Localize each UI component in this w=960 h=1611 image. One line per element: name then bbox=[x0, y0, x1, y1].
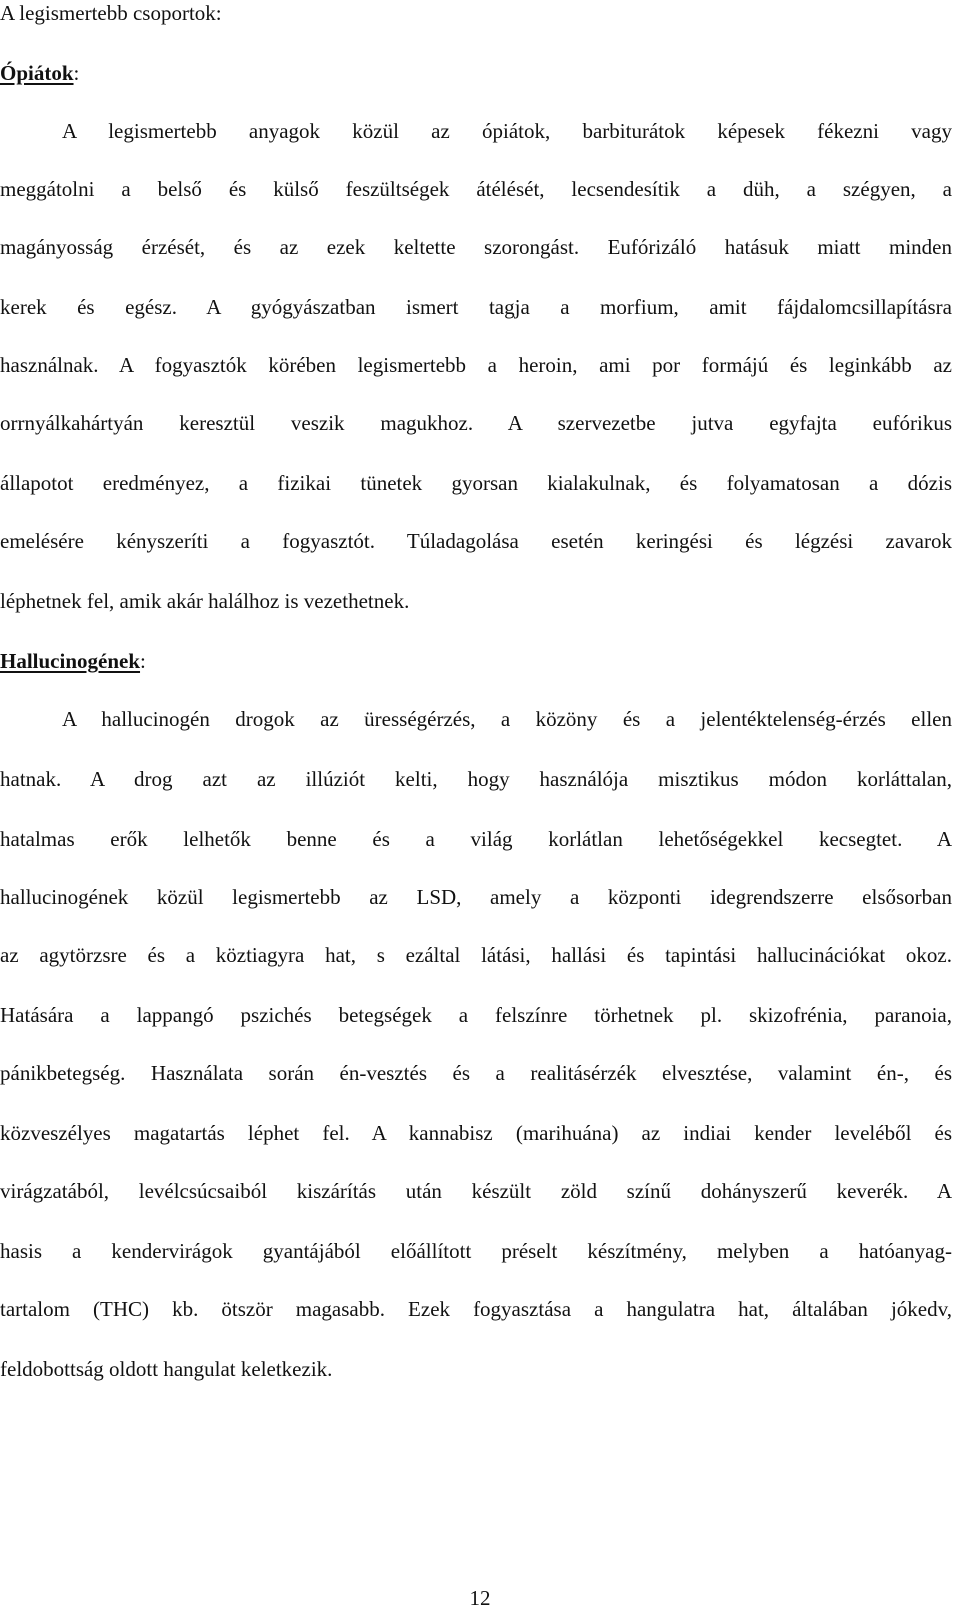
section-heading-hallucinogens bbox=[0, 648, 952, 674]
heading-colon: : bbox=[73, 61, 80, 85]
paragraph-line: orrnyálkahártyán keresztül veszik magukhoz. A szervezetbe jutva egyfajta eufórikus bbox=[0, 411, 952, 435]
section-heading-hallucinogens-text: Hallucinogének bbox=[0, 649, 141, 673]
paragraph-line: hallucinogének közül legismertebb az LSD, amely a központi idegrendszerre elsősorban bbox=[0, 885, 952, 909]
paragraph-line: emelésére kényszeríti a fogyasztót. Túladagolása esetén keringési és légzési zavarok bbox=[0, 529, 952, 553]
paragraph-line: hatnak. A drog azt az illúziót kelti, hogy használója misztikus módon korláttalan, bbox=[0, 767, 952, 791]
paragraph-line: léphetnek fel, amik akár halálhoz is vezethetnek. bbox=[0, 589, 410, 613]
paragraph-line: Hatására a lappangó pszichés betegségek a felszínre törhetnek pl. skizofrénia, paranoia, bbox=[0, 1003, 952, 1027]
paragraph-line: tartalom (THC) kb. ötször magasabb. Ezek fogyasztása a hangulatra hat, általában jókedv, bbox=[0, 1297, 952, 1321]
paragraph-line: pánikbetegség. Használata során én-vesztés és a realitásérzék elvesztése, valamint én-, és bbox=[0, 1061, 952, 1085]
intro-text: A legismertebb csoportok: bbox=[0, 1, 222, 25]
paragraph-line: magányosság érzését, és az ezek keltette szorongást. Eufórizáló hatásuk miatt minden bbox=[0, 235, 952, 259]
section-heading-opiates bbox=[0, 60, 952, 86]
paragraph-line: kerek és egész. A gyógyászatban ismert tagja a morfium, amit fájdalomcsillapításra bbox=[0, 295, 952, 319]
paragraph-line: az agytörzsre és a köztiagyra hat, s ezáltal látási, hallási és tapintási hallucinációkat okoz. bbox=[0, 943, 952, 967]
paragraph-line: feldobottság oldott hangulat keletkezik. bbox=[0, 1357, 333, 1381]
paragraph-line: hatalmas erők lelhetők benne és a világ korlátlan lehetőségekkel kecsegtet. A bbox=[0, 827, 952, 851]
heading-colon: : bbox=[140, 649, 146, 673]
paragraph-line: A hallucinogén drogok az ürességérzés, a közöny és a jelentéktelenség-érzés ellen bbox=[62, 707, 952, 731]
paragraph-line: állapotot eredményez, a fizikai tünetek gyorsan kialakulnak, és folyamatosan a dózis bbox=[0, 471, 952, 495]
section-heading-opiates-text: Ópiátok bbox=[0, 61, 74, 85]
paragraph-line: közveszélyes magatartás léphet fel. A kannabisz (marihuána) az indiai kender leveléből és bbox=[0, 1121, 952, 1145]
paragraph-line: használnak. A fogyasztók körében legismertebb a heroin, ami por formájú és leginkább az bbox=[0, 353, 952, 377]
paragraph-line: virágzatából, levélcsúcsaiból kiszárítás után készült zöld színű dohányszerű keverék. A bbox=[0, 1179, 952, 1203]
page-number: 12 bbox=[469, 1586, 491, 1610]
paragraph-line: meggátolni a belső és külső feszültségek átélését, lecsendesítik a düh, a szégyen, a bbox=[0, 177, 952, 201]
paragraph-line: A legismertebb anyagok közül az ópiátok, barbiturátok képesek fékezni vagy bbox=[62, 119, 952, 143]
paragraph-line: hasis a kendervirágok gyantájából előállított préselt készítmény, melyben a hatóanyag- bbox=[0, 1239, 952, 1263]
